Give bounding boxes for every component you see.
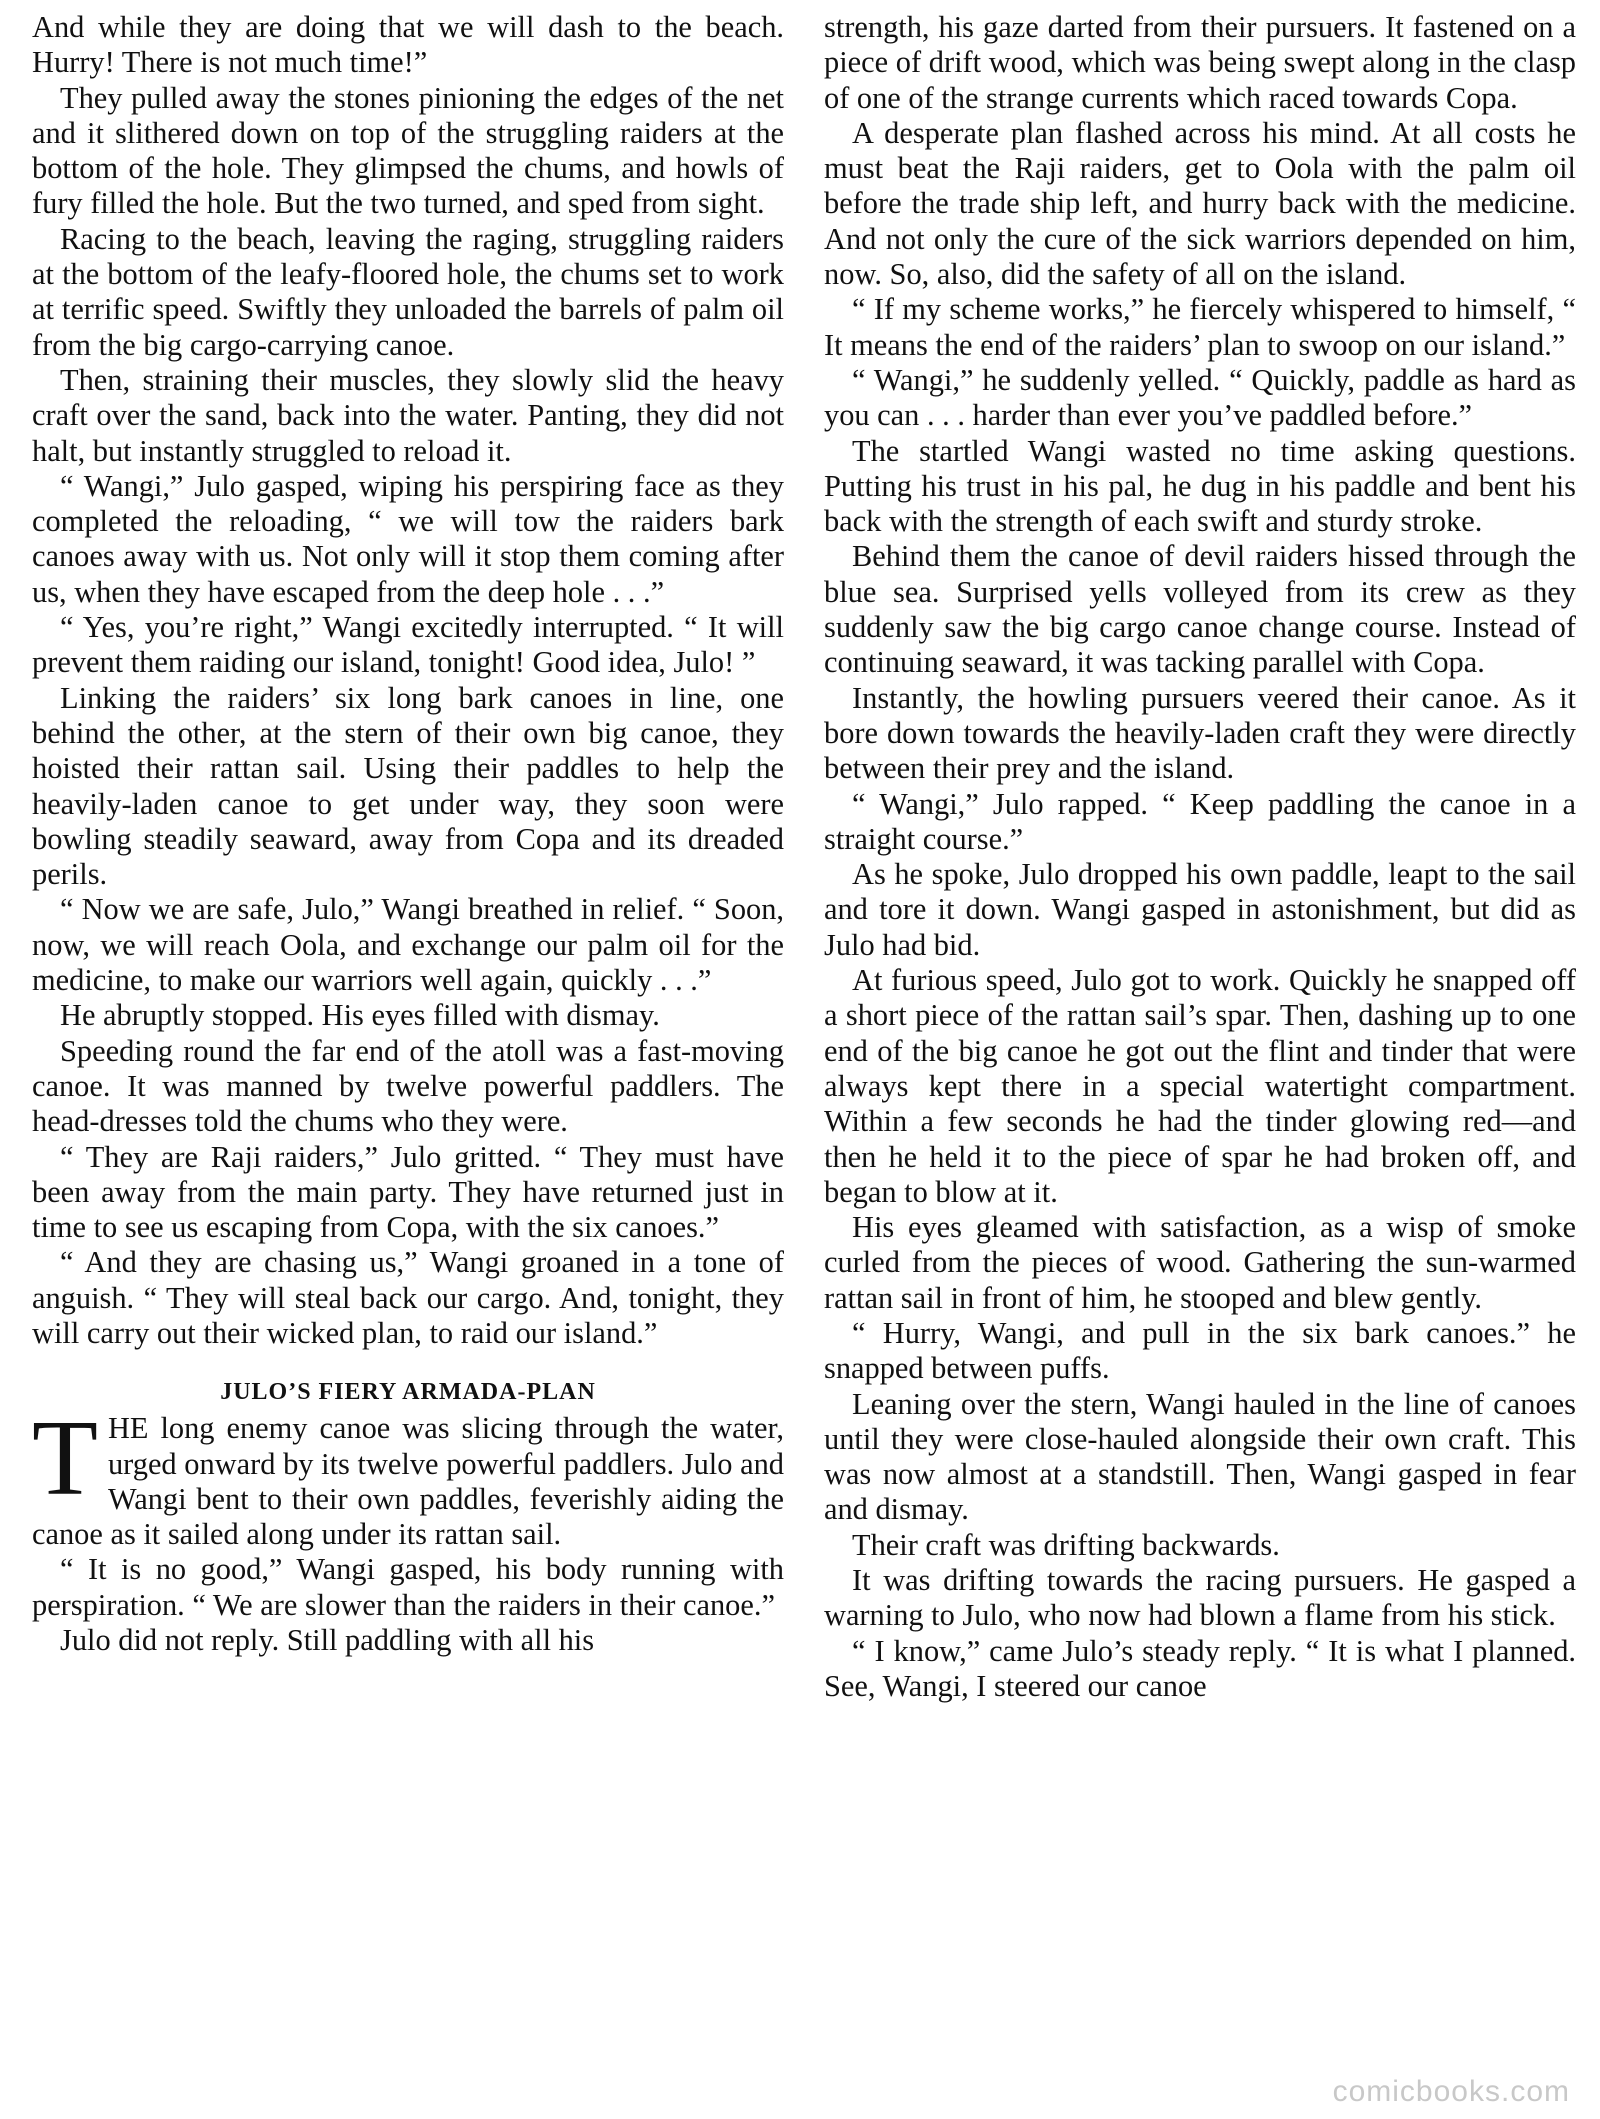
paragraph: “ They are Raji raiders,” Julo gritted. “ They must have been away from the main party. They have returned just in time to see us escaping from Copa, with the six canoes.” <box>32 1139 784 1245</box>
paragraph: Leaning over the stern, Wangi hauled in the line of canoes until they were close-hauled alongside their own craft. This was now almost at a standstill. Then, Wangi gasped in fear and dismay. <box>824 1386 1576 1527</box>
paragraph: “ Hurry, Wangi, and pull in the six bark canoes.” he snapped between puffs. <box>824 1315 1576 1386</box>
paragraph: “ If my scheme works,” he fiercely whispered to himself, “ It means the end of the raiders’ plan to swoop on our island.” <box>824 292 1576 362</box>
paragraph: “ It is no good,” Wangi gasped, his body running with perspiration. “ We are slower than the raiders in their canoe.” <box>32 1552 784 1622</box>
paragraph: They pulled away the stones pinioning the edges of the net and it slithered down on top of the struggling raiders at the bottom of the hole. They glimpsed the chums, and howls of fury filled the hole. But the two turned, and sped from sight. <box>32 80 784 221</box>
paragraph: “ Wangi,” Julo rapped. “ Keep paddling the canoe in a straight course.” <box>824 786 1576 856</box>
paragraph: “ Wangi,” Julo gasped, wiping his perspiring face as they completed the reloading, “ we will tow the raiders bark canoes away with us. Not only will it stop them coming after us, when they have escaped from the deep hole . . .” <box>32 468 784 609</box>
paragraph: “ Now we are safe, Julo,” Wangi breathed in relief. “ Soon, now, we will reach Oola, and exchange our palm oil for the medicine, to make our warriors well again, quickly . . .” <box>32 892 784 998</box>
paragraph: His eyes gleamed with satisfaction, as a wisp of smoke curled from the pieces of wood. Gathering the sun-warmed rattan sail in front of him, he stooped and blew gently. <box>824 1210 1576 1315</box>
paragraph: Racing to the beach, leaving the raging, struggling raiders at the bottom of the leafy-floored hole, the chums set to work at terrific speed. Swiftly they unloaded the barrels of palm oil from the big cargo-carrying canoe. <box>32 221 784 362</box>
paragraph: At furious speed, Julo got to work. Quickly he snapped off a short piece of the rattan sail’s spar. Then, dashing up to one end of the big canoe he got out the flint and tinder that were always kept there in a special watertight compartment. Within a few seconds he had the tinder glowing red—and then he held it to the piece of spar he had broken off, and began to blow at it. <box>824 963 1576 1209</box>
paragraph: “ Wangi,” he suddenly yelled. “ Quickly, paddle as hard as you can . . . harder than ever you’ve paddled before.” <box>824 362 1576 433</box>
paragraph: It was drifting towards the racing pursuers. He gasped a warning to Julo, who now had blown a flame from his stick. <box>824 1563 1576 1633</box>
left-column <box>32 10 784 2119</box>
paragraph: Then, straining their muscles, they slowly slid the heavy craft over the sand, back into the water. Panting, they did not halt, but instantly struggled to reload it. <box>32 362 784 468</box>
paragraph: A desperate plan flashed across his mind. At all costs he must beat the Raji raiders, get to Oola with the palm oil before the trade ship left, and hurry back with the medicine. And not only the cure of the sick warriors depended on him, now. So, also, did the safety of all on the island. <box>824 115 1576 292</box>
paragraph: Speeding round the far end of the atoll was a fast-moving canoe. It was manned by twelve powerful paddlers. The head-dresses told the chums who they were. <box>32 1033 784 1139</box>
right-column <box>824 10 1576 2119</box>
paragraph: Instantly, the howling pursuers veered their canoe. As it bore down towards the heavily-laden craft they were directly between their prey and the island. <box>824 680 1576 786</box>
drop-cap-letter: T <box>32 1399 98 1519</box>
section-heading: JULO’S FIERY ARMADA-PLAN <box>220 1379 596 1406</box>
paragraph-text: HE long enemy canoe was slicing through the water, urged onward by its twelve powerful paddlers. Julo and Wangi bent to their own paddles, feverishly aiding the canoe as it sailed along under its rattan sail. <box>32 1411 784 1552</box>
paragraph: Their craft was drifting backwards. <box>852 1527 1280 1562</box>
paragraph: As he spoke, Julo dropped his own paddle, leapt to the sail and tore it down. Wangi gasped in astonishment, but did as Julo had bid. <box>824 857 1576 962</box>
paragraph: “ I know,” came Julo’s steady reply. “ It is what I planned. See, Wangi, I steered our canoe <box>824 1633 1576 1703</box>
paragraph: And while they are doing that we will dash to the beach. Hurry! There is not much time!” <box>32 10 784 80</box>
paragraph: He abruptly stopped. His eyes filled with dismay. <box>60 998 660 1033</box>
paragraph: Behind them the canoe of devil raiders hissed through the blue sea. Surprised yells volleyed from its crew as they suddenly saw the big cargo canoe change course. Instead of continuing seaward, it was tacking parallel with Copa. <box>824 539 1576 680</box>
paragraph: The startled Wangi wasted no time asking questions. Putting his trust in his pal, he dug in his paddle and bent his back with the strength of each swift and sturdy stroke. <box>824 433 1576 539</box>
paragraph: Julo did not reply. Still paddling with all his <box>60 1623 595 1658</box>
dropcap-paragraph <box>32 1399 784 1552</box>
paragraph: Linking the raiders’ six long bark canoes in line, one behind the other, at the stern of their own big canoe, they hoisted their rattan sail. Using their paddles to help the heavily-laden canoe to get under way, they soon were bowling steadily seaward, away from Copa and its dreaded perils. <box>32 680 784 892</box>
watermark: comicbooks.com <box>1332 2075 1570 2108</box>
paragraph: strength, his gaze darted from their pursuers. It fastened on a piece of drift wood, which was being swept along in the clasp of one of the strange currents which raced towards Copa. <box>824 10 1576 115</box>
paragraph: “ And they are chasing us,” Wangi groaned in a tone of anguish. “ They will steal back our cargo. And, tonight, they will carry out their wicked plan, to raid our island.” <box>32 1245 784 1350</box>
paragraph: “ Yes, you’re right,” Wangi excitedly interrupted. “ It will prevent them raiding our island, tonight! Good idea, Julo! ” <box>32 610 784 680</box>
